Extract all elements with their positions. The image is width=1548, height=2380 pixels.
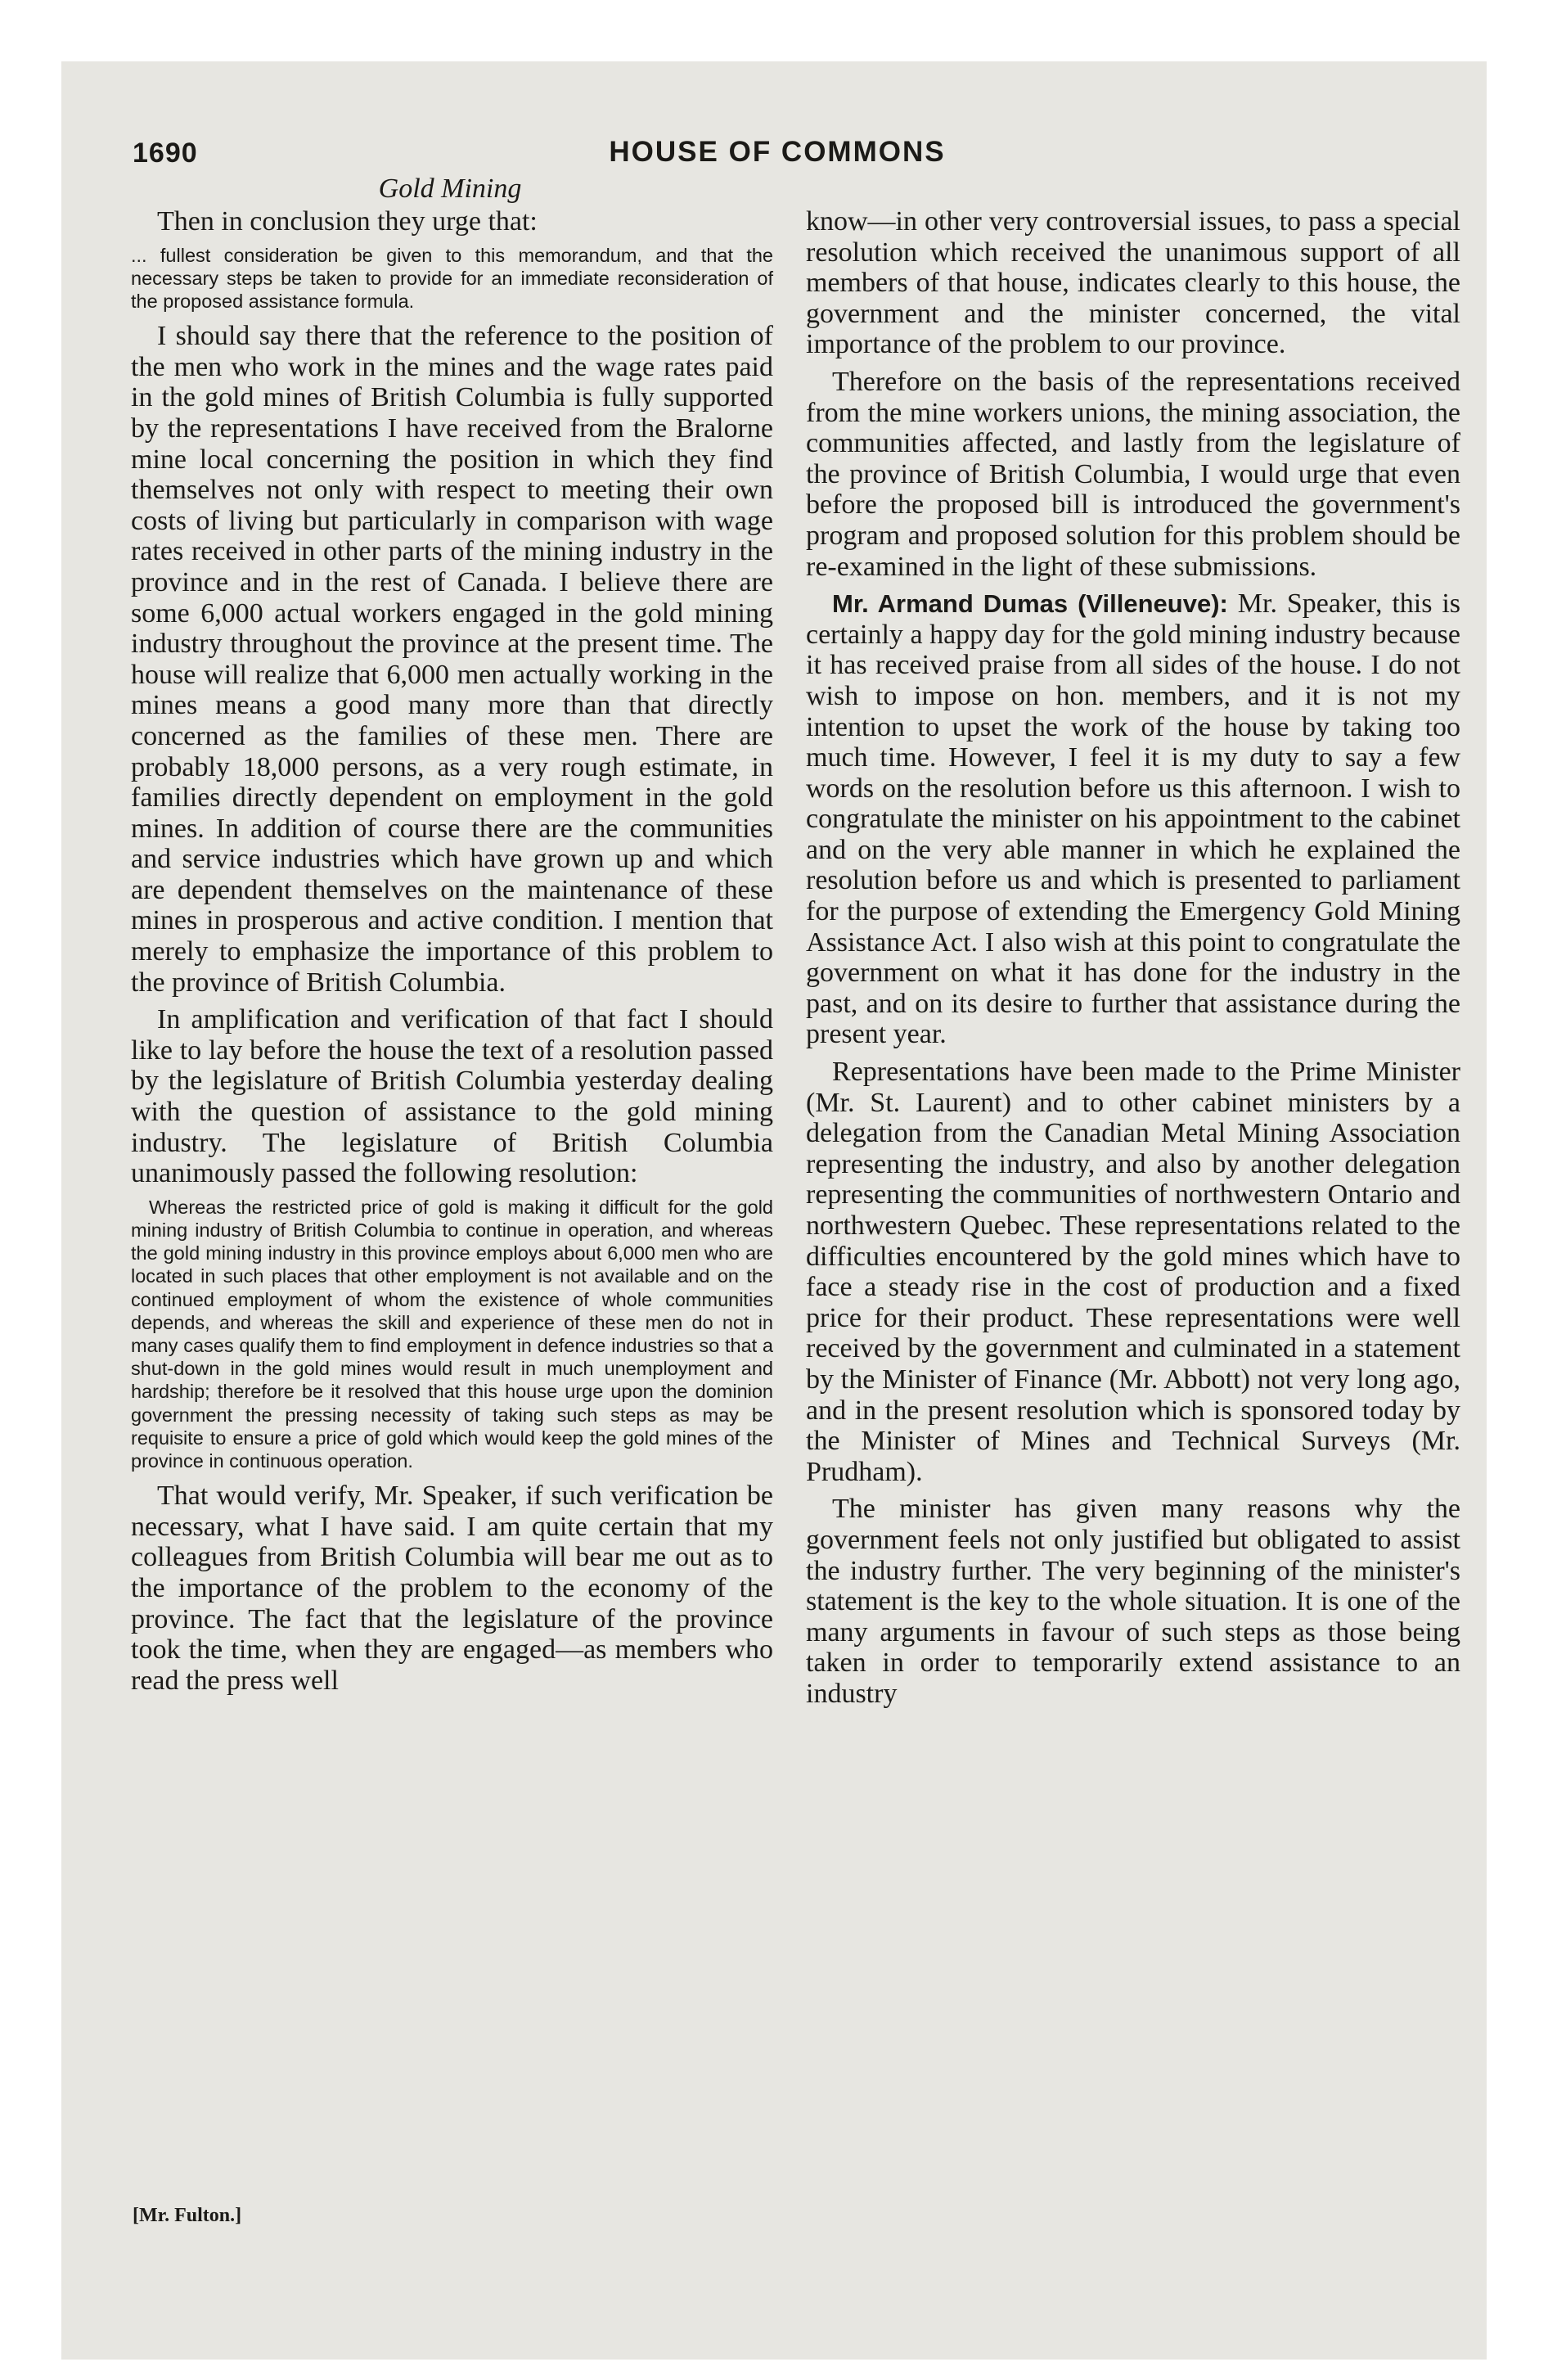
quoted-memorandum: ... fullest consideration be given to this memorandum, and that the necessary steps be taken to provide for an immediate reconsideration of the proposed assistance formula. [131, 244, 773, 312]
quoted-resolution: Whereas the restricted price of gold is making it difficult for the gold mining industry of British Columbia to continue in operation, and whereas the gold mining industry in this province employs about 6,000 men who are located in such places that other employment is not available and on the continued employment of whom the existence of whole communities depends, and whereas the skill and experience of these men do not in many cases qualify them to find employment in defence industries so that a shut-down in the gold mines would result in much unemployment and hardship; therefore be it resolved that this house urge upon the dominion government the pressing necessity of taking such steps as may be requisite to ensure a price of gold which would keep the gold mines of the province in continuous operation. [131, 1196, 773, 1472]
left-column [131, 206, 773, 1702]
page-number: 1690 [133, 137, 198, 169]
running-head: HOUSE OF COMMONS [609, 136, 946, 168]
paragraph: The minister has given many reasons why the government feels not only justified but obligated to assist the industry further. The very beginning of the minister's statement is the key to the whole situation. It is one of the many arguments in favour of such steps as those being taken in order to temporarily extend assistance to an industry [806, 1494, 1460, 1709]
speaker-name: Mr. Armand Dumas (Villeneuve): [832, 589, 1228, 619]
paragraph: In amplification and verification of that fact I should like to lay before the house the text of a resolution passed by the legislature of British Columbia yesterday dealing with the question of assistance to the gold mining industry. The legislature of British Columbia unanimously passed the following resolution: [131, 1004, 773, 1189]
speaker-paragraph [806, 588, 1460, 1050]
right-column [806, 206, 1460, 1716]
subject-heading: Gold Mining [378, 174, 522, 204]
paragraph: That would verify, Mr. Speaker, if such verification be necessary, what I have said. I am quite certain that my colleagues from British Columbia will bear me out as to the importance of the problem to the economy of the province. The fact that the legislature of the province took the time, when they are engaged—as members who read the press well [131, 1481, 773, 1696]
paragraph: Therefore on the basis of the representations received from the mine workers unions, the mining association, the communities affected, and lastly from the legislature of the province of British Columbia, I would urge that even before the proposed bill is introduced the government's program and proposed solution for this problem should be re-examined in the light of these submissions. [806, 366, 1460, 582]
paragraph: know—in other very controversial issues, to pass a special resolution which received the unanimous support of all members of that house, indicates clearly to this house, the government and the minister concerned, the vital importance of the problem to our province. [806, 206, 1460, 360]
paragraph: Then in conclusion they urge that: [157, 206, 538, 237]
paragraph: Representations have been made to the Prime Minister (Mr. St. Laurent) and to other cabinet ministers by a delegation from the Canadian Metal Mining Association representing the industry, and also by another delegation representing the communities of northwestern Ontario and northwestern Quebec. These representations related to the difficulties encountered by the gold mines which have to face a steady rise in the cost of production and a fixed price for their product. These representations were well received by the government and culminated in a statement by the Minister of Finance (Mr. Abbott) not very long ago, and in the present resolution which is sponsored today by the Minister of Mines and Technical Surveys (Mr. Prudham). [806, 1057, 1460, 1487]
paragraph: I should say there that the reference to the position of the men who work in the mines and the wage rates paid in the gold mines of British Columbia is fully supported by the representations I have received from the Bralorne mine local concerning the position in which they find themselves not only with respect to meeting their own costs of living but particularly in comparison with wage rates received in other parts of the mining industry in the province and in the rest of Canada. I believe there are some 6,000 actual workers engaged in the gold mining industry throughout the province at the present time. The house will realize that 6,000 men actually working in the mines means a good many more than that directly concerned as the families of these men. There are probably 18,000 persons, as a very rough estimate, in families directly dependent on employment in the gold mines. In addition of course there are the communities and service industries which have grown up and which are dependent themselves on the maintenance of these mines in prosperous and active condition. I mention that merely to emphasize the importance of this problem to the province of British Columbia. [131, 321, 773, 998]
speaker-text: Mr. Speaker, this is certainly a happy day for the gold mining industry because it has received praise from all sides of the house. I do not wish to impose on hon. members, and it is not my intention to upset the work of the house by taking too much time. However, I feel it is my duty to say a few words on the resolution before us this afternoon. I wish to congratulate the minister on his appointment to the cabinet and on the very able manner in which he explained the resolution before us and which is presented to parliament for the purpose of extending the Emergency Gold Mining Assistance Act. I also wish at this point to congratulate the government on what it has done for the industry in the past, and on its desire to further that assistance during the present year. [806, 588, 1461, 1050]
speaker-reference: [Mr. Fulton.] [133, 2205, 242, 2226]
